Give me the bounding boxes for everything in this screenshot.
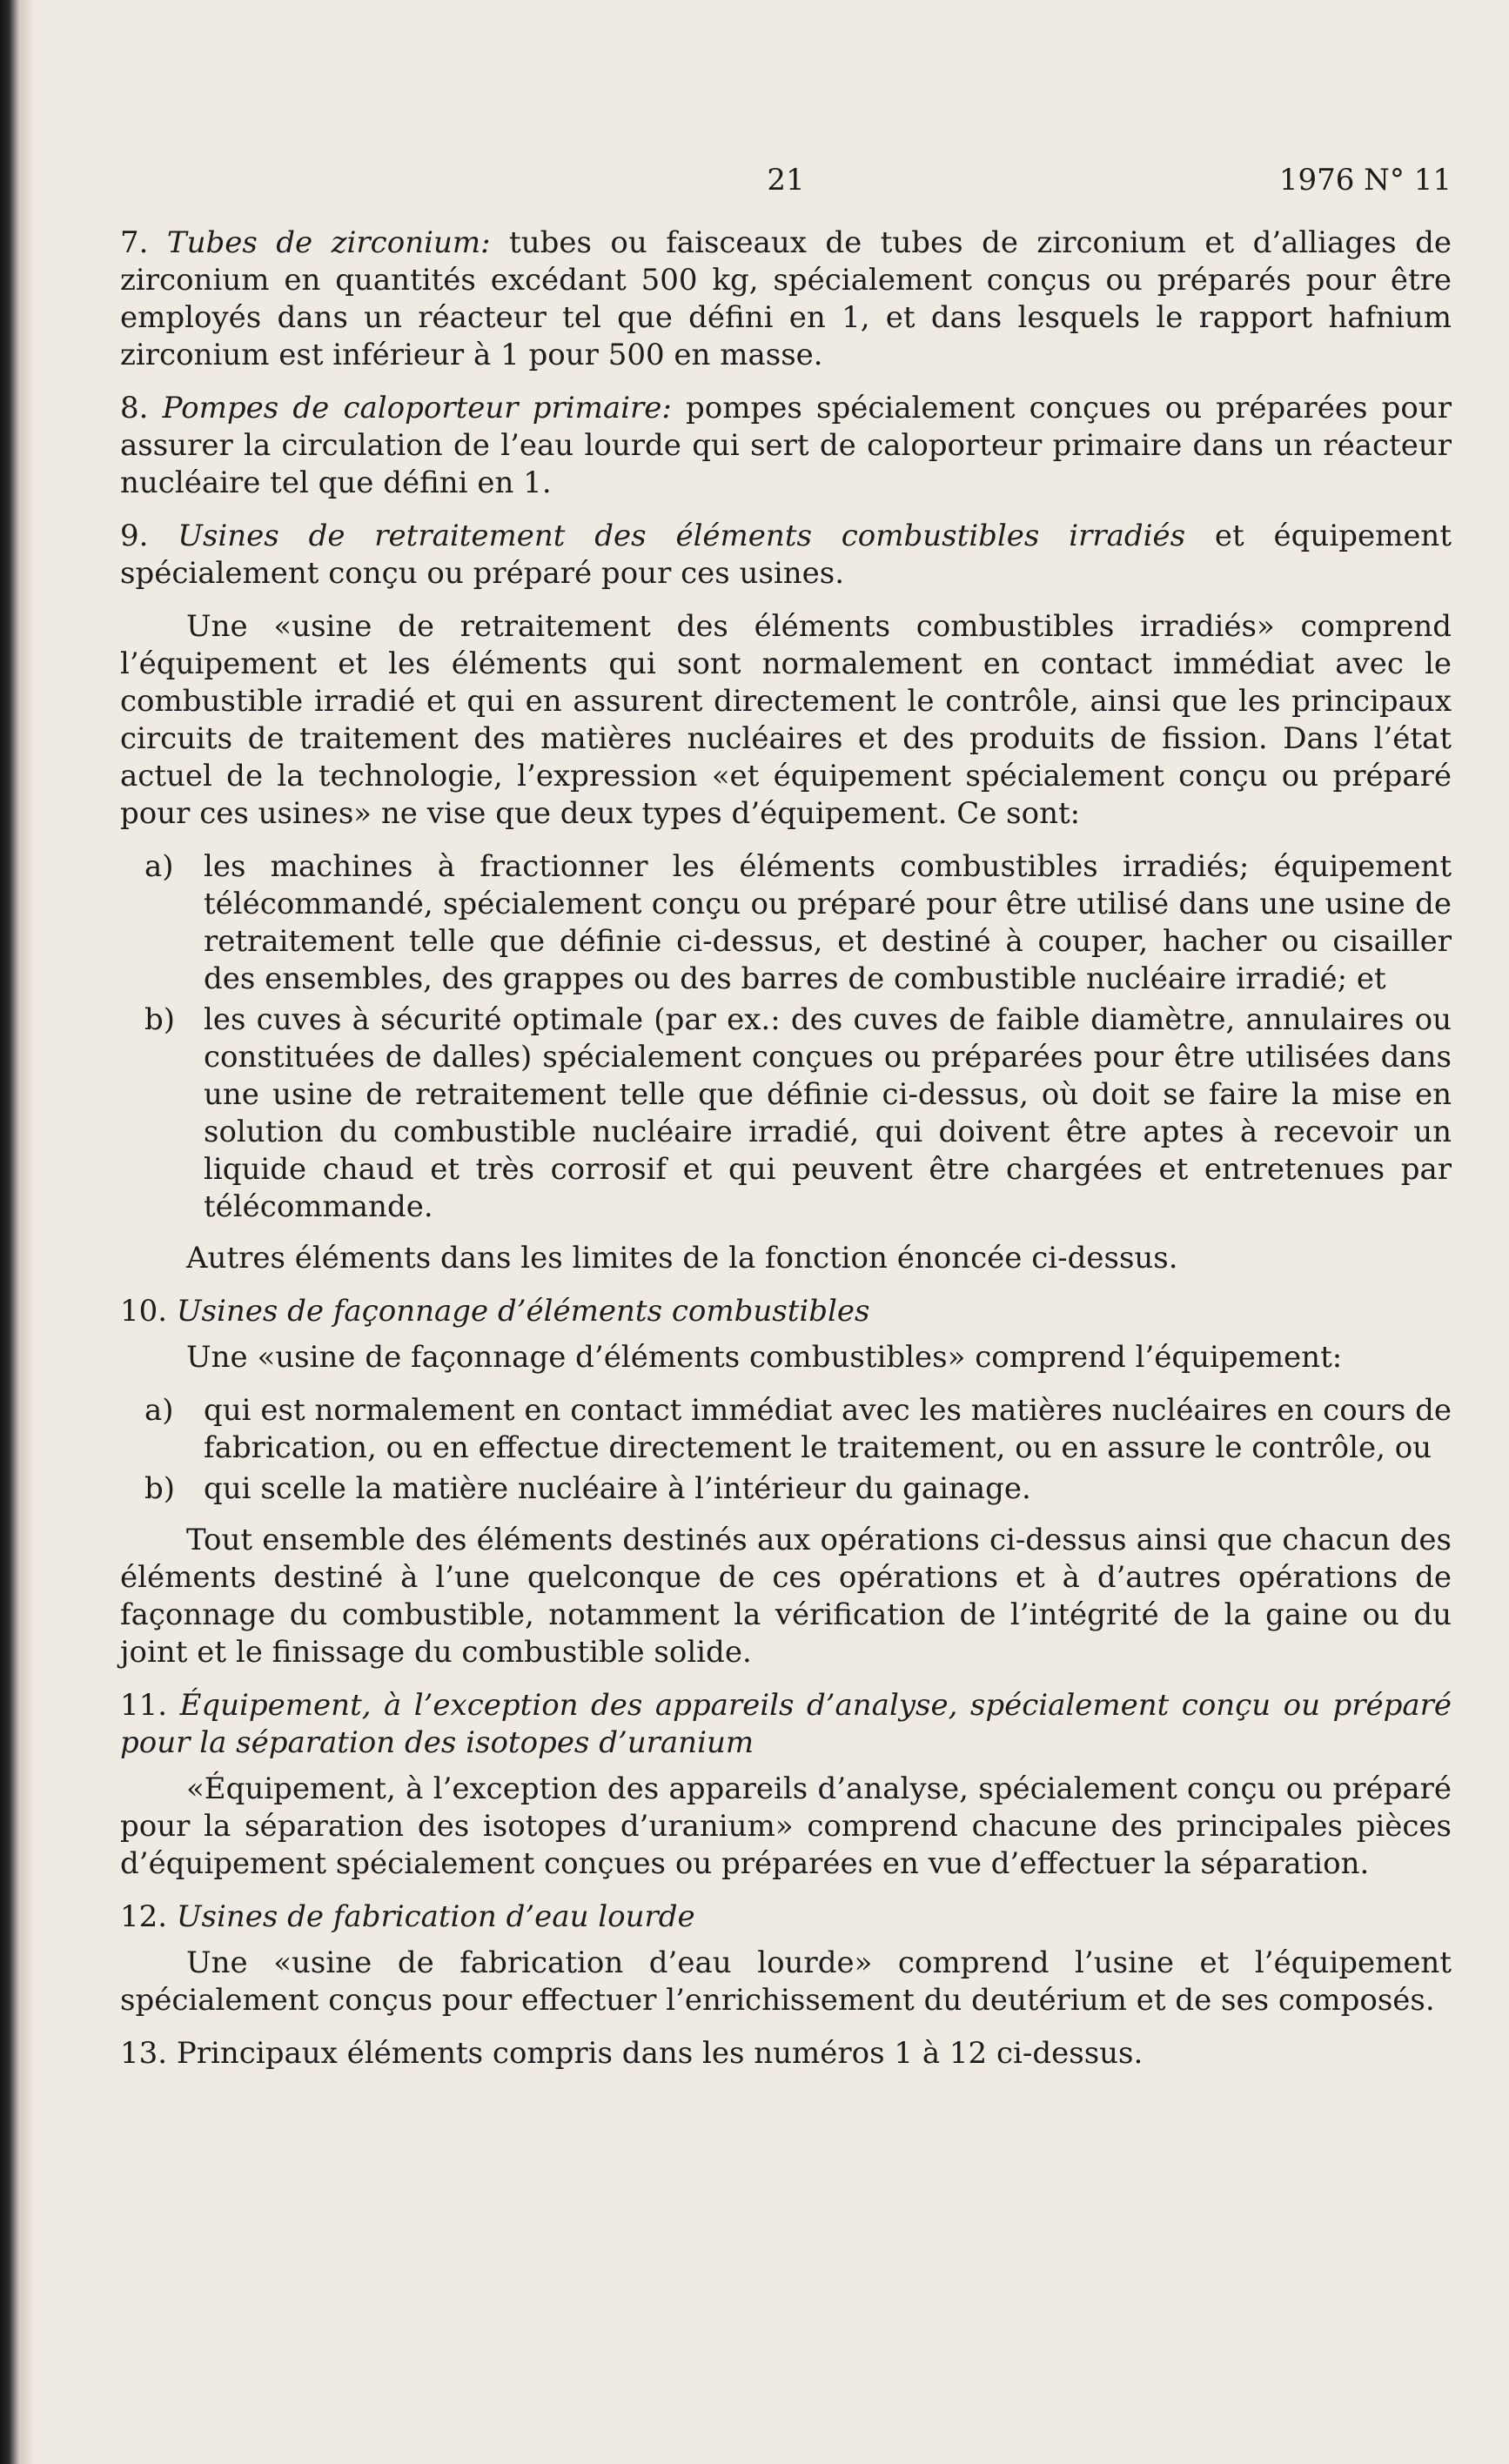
item-13 bbox=[120, 2035, 1452, 2072]
item-12-paragraph: Une «usine de fabrication d’eau lourde» comprend l’usine et l’équipement spécialement conçus pour effectuer l’enrichissement du deutérium et de ses composés. bbox=[120, 1945, 1452, 2018]
item-10-number: 10. bbox=[120, 1294, 168, 1329]
item-9-number: 9. bbox=[120, 519, 149, 553]
item-10-b-text: qui scelle la matière nucléaire à l’intérieur du gainage. bbox=[204, 1471, 1031, 1506]
item-11-title: Équipement, à l’exception des appareils d’analyse, spécialement conçu ou préparé pour la séparation des isotopes d’uranium bbox=[120, 1688, 1452, 1760]
item-9-list-a bbox=[120, 848, 1452, 998]
item-10-a-marker: a) bbox=[144, 1393, 174, 1428]
item-11-number: 11. bbox=[120, 1688, 168, 1723]
item-8-number: 8. bbox=[120, 391, 149, 425]
item-11-heading bbox=[120, 1687, 1452, 1762]
item-12-number: 12. bbox=[120, 1899, 168, 1934]
item-9 bbox=[120, 518, 1452, 593]
item-10-list bbox=[120, 1392, 1452, 1508]
item-9-a-text: les machines à fractionner les éléments combustibles irradiés; équipement télécommandé, spécialement conçu ou préparé pour être utilisé dans une usine de retraitement telle que définie ci-dessus, et destiné à couper, hacher ou cisailler des ensembles, des grappes ou des barres de combustible nucléaire irradié; et bbox=[204, 849, 1452, 996]
item-12-heading bbox=[120, 1898, 1452, 1936]
item-11-paragraph: «Équipement, à l’exception des appareils d’analyse, spécialement conçu ou préparé pour la séparation des isotopes d’uranium» comprend chacune des principales pièces d’équipement spécialement conçues ou préparées en vue d’effectuer la séparation. bbox=[120, 1771, 1452, 1881]
item-9-list-b bbox=[120, 1001, 1452, 1226]
item-8-text: pompes spécialement conçues ou préparées pour assurer la circulation de l’eau lourde qui sert de caloporteur primaire dans un réacteur nucléaire tel que défini en 1. bbox=[120, 391, 1452, 500]
item-12-title: Usines de fabrication d’eau lourde bbox=[176, 1899, 695, 1934]
item-9-closing: Autres éléments dans les limites de la fonction énoncée ci-dessus. bbox=[186, 1241, 1178, 1276]
book-binding-edge bbox=[0, 0, 35, 2464]
item-9-b-marker: b) bbox=[144, 1002, 176, 1037]
item-7-number: 7. bbox=[120, 225, 149, 260]
item-9-text: et équipement spécialement conçu ou préparé pour ces usines. bbox=[120, 519, 1452, 591]
item-7-title: Tubes de zirconium: bbox=[166, 225, 491, 260]
item-8 bbox=[120, 390, 1452, 502]
page-header bbox=[120, 162, 1452, 216]
item-10-paragraph: Une «usine de façonnage d’éléments combustibles» comprend l’équipement: bbox=[186, 1340, 1343, 1375]
item-7-text: tubes ou faisceaux de tubes de zirconium et d’alliages de zirconium en quantités excédant 500 kg, spécialement conçus ou préparés pour être employés dans un réacteur tel que défini en 1, et dans lesquels le rapport hafnium zirconium est inférieur à 1 pour 500 en masse. bbox=[120, 225, 1452, 372]
item-13-text: Principaux éléments compris dans les numéros 1 à 12 ci-dessus. bbox=[167, 2036, 1143, 2071]
item-10-list-a bbox=[120, 1392, 1452, 1467]
item-8-title: Pompes de caloporteur primaire: bbox=[162, 391, 672, 425]
item-10-closing: Tout ensemble des éléments destinés aux opérations ci-dessus ainsi que chacun des éléments destiné à l’une quelconque de ces opérations et à d’autres opérations de façonnage du combustible, notamment la vérification de l’intégrité de la gaine ou du joint et le finissage du combustible solide. bbox=[120, 1523, 1452, 1670]
item-10-list-b bbox=[120, 1470, 1452, 1508]
item-9-a-marker: a) bbox=[144, 849, 174, 884]
item-10-b-marker: b) bbox=[144, 1471, 176, 1506]
issue-label: 1976 N° 11 bbox=[1278, 163, 1452, 198]
item-10-title: Usines de façonnage d’éléments combustibles bbox=[176, 1294, 870, 1329]
item-7 bbox=[120, 224, 1452, 374]
item-9-b-text: les cuves à sécurité optimale (par ex.: des cuves de faible diamètre, annulaires ou constituées de dalles) spécialement conçues ou préparées pour être utilisées dans une usine de retraitement telle que définie ci-dessus, où doit se faire la mise en solution du combustible nucléaire irradié, qui doivent être aptes à recevoir un liquide chaud et très corrosif et qui peuvent être chargées et entretenues par télécommande. bbox=[204, 1002, 1452, 1224]
item-13-number: 13. bbox=[120, 2036, 168, 2071]
item-9-title: Usines de retraitement des éléments combustibles irradiés bbox=[178, 519, 1186, 553]
page-number: 21 bbox=[767, 163, 805, 198]
item-9-list bbox=[120, 848, 1452, 1226]
item-10-heading bbox=[120, 1293, 1452, 1330]
item-10-a-text: qui est normalement en contact immédiat avec les matières nucléaires en cours de fabrication, ou en effectue directement le traitement, ou en assure le contrôle, ou bbox=[204, 1393, 1452, 1465]
item-9-paragraph: Une «usine de retraitement des éléments combustibles irradiés» comprend l’équipement et les éléments qui sont normalement en contact immédiat avec le combustible irradié et qui en assurent directement le contrôle, ainsi que les principaux circuits de traitement des matières nucléaires et des produits de fission. Dans l’état actuel de la technologie, l’expression «et équipement spécialement conçu ou préparé pour ces usines» ne vise que deux types d’équipement. Ce sont: bbox=[120, 609, 1452, 831]
document-page bbox=[120, 162, 1452, 2088]
